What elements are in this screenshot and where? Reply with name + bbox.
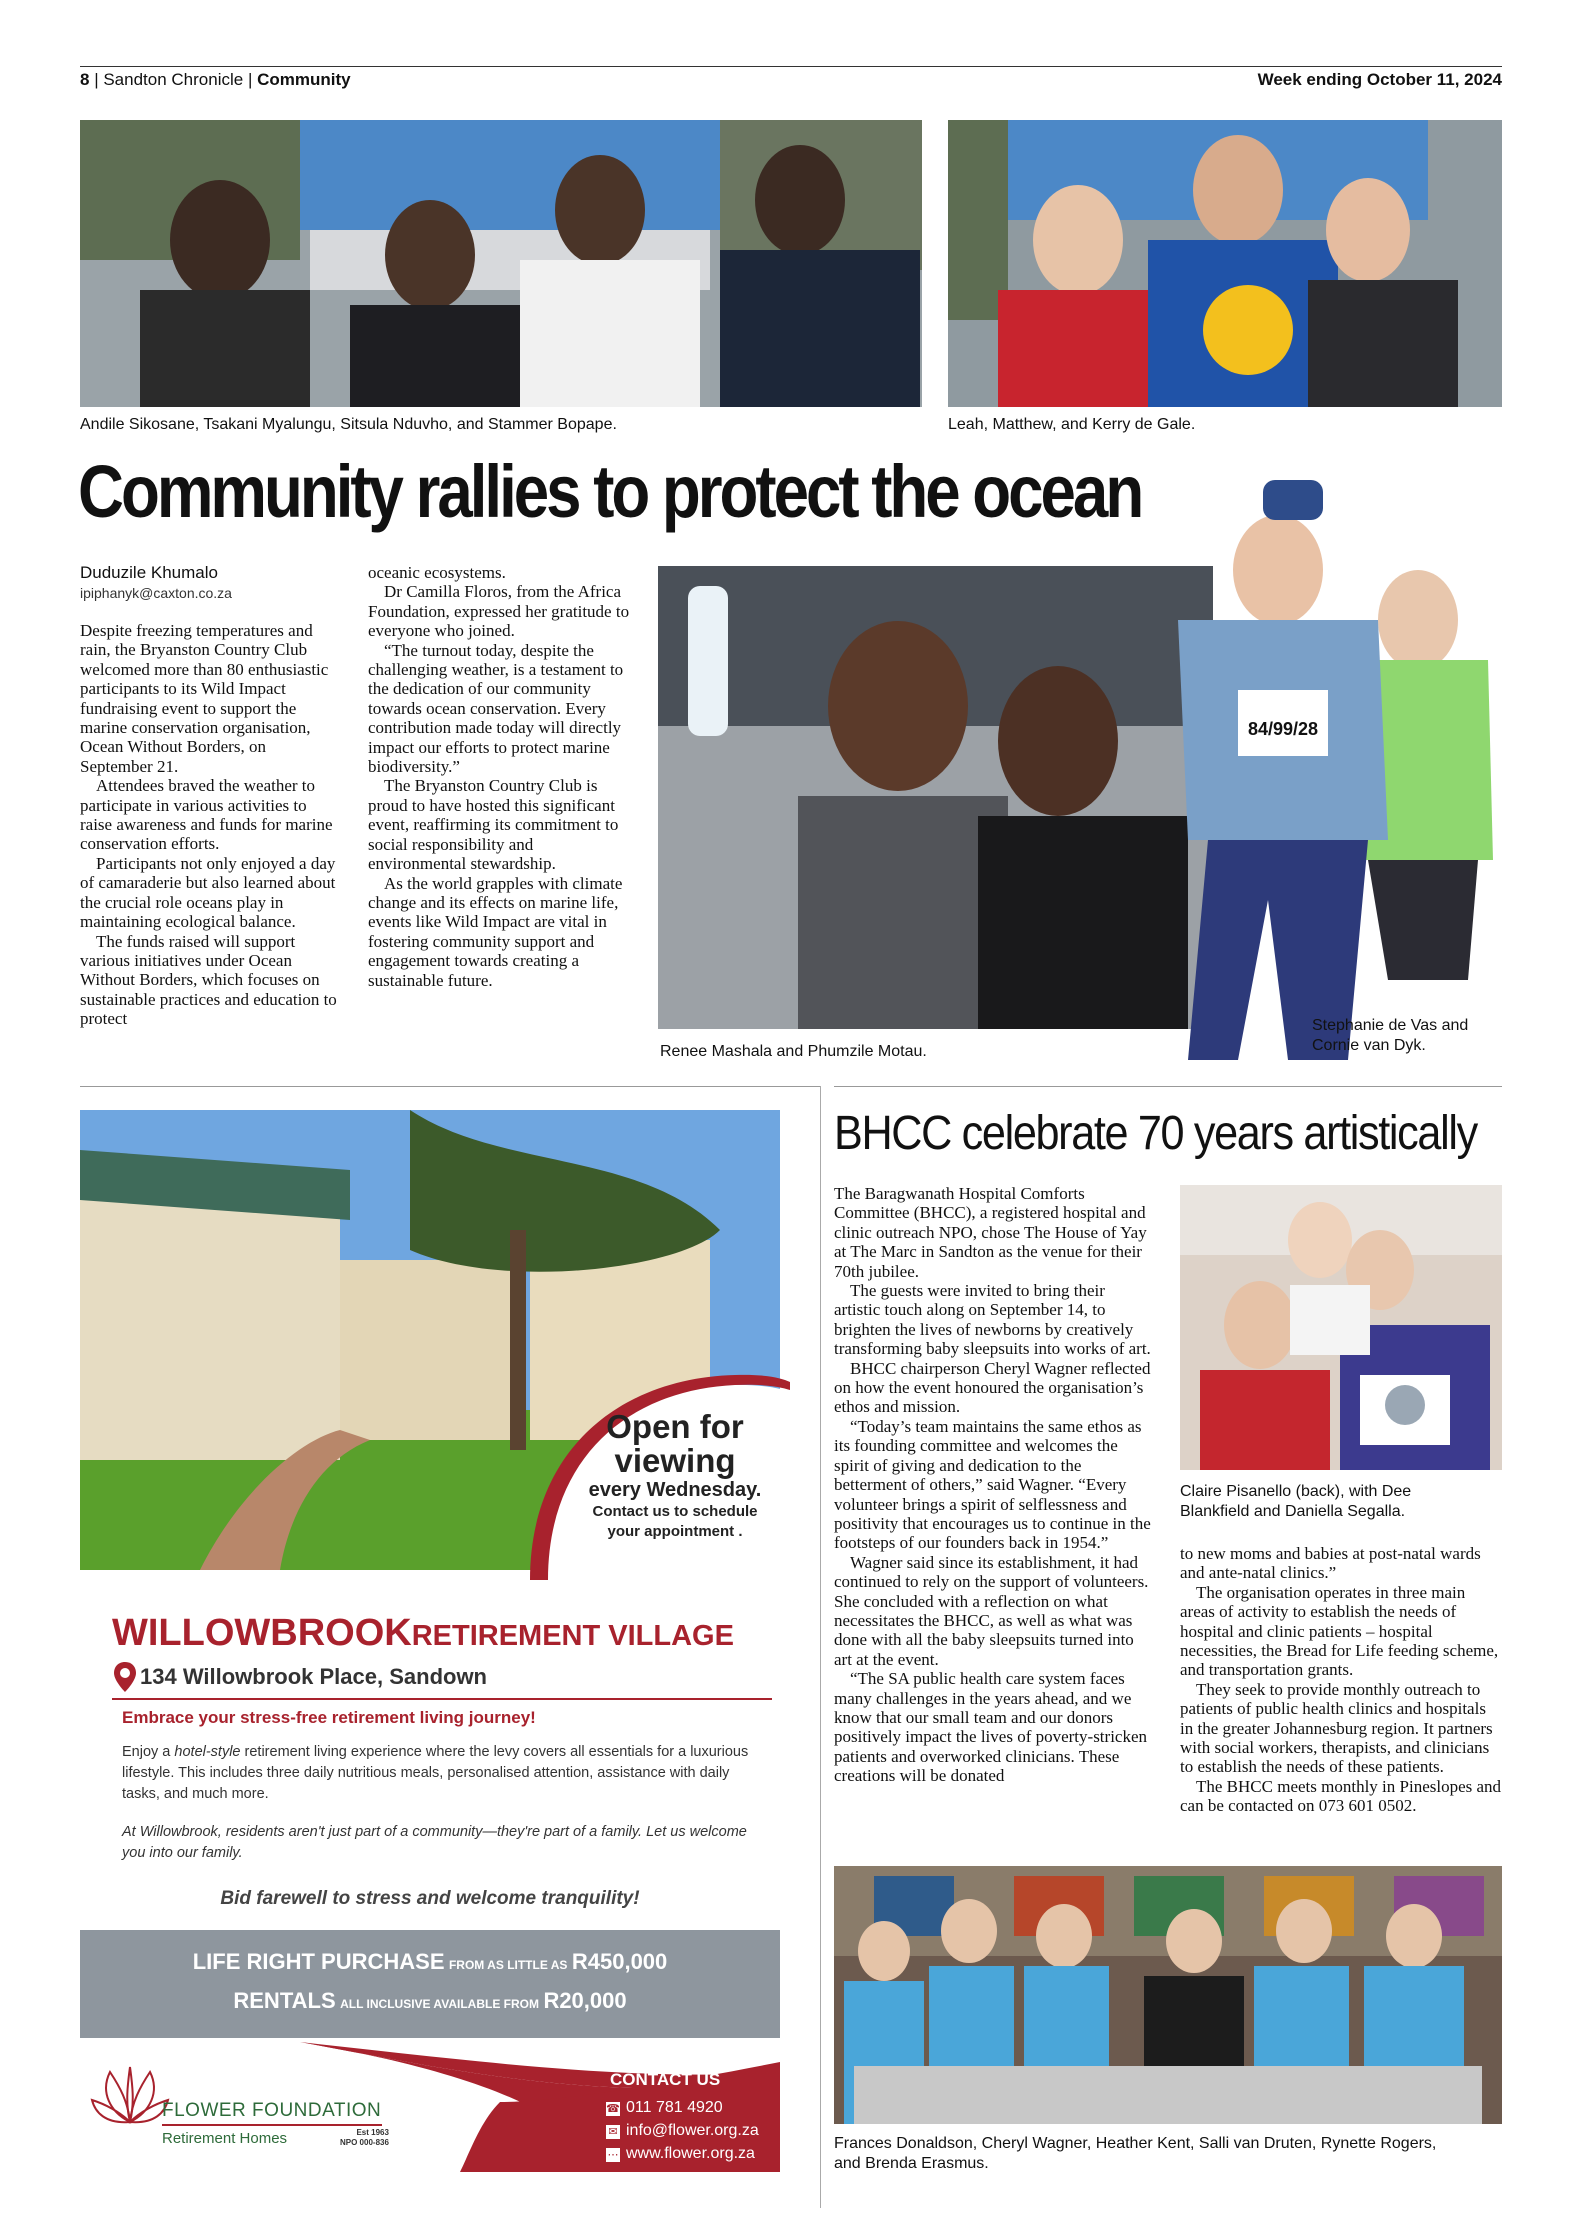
caption-photo-mashala-motau: Renee Mashala and Phumzile Motau. bbox=[660, 1043, 927, 1060]
ad-contact-line1: Contact us to schedule bbox=[592, 1503, 758, 1520]
story1-paragraph: The funds raised will support various initiatives under Ocean Without Borders, which focuses on sustainable practices and education to protect bbox=[80, 931, 337, 1029]
caption-photo-runners: Stephanie de Vas and Cornie van Dyk. bbox=[1312, 1017, 1469, 1054]
photo-four-participants bbox=[80, 120, 922, 407]
ad-price-line2: RENTALS ALL INCLUSIVE AVAILABLE FROM R20,000 bbox=[233, 1988, 627, 2013]
story1-column1 bbox=[80, 621, 342, 1029]
story2-paragraph: The BHCC meets monthly in Pineslopes and can be contacted on 073 601 0502. bbox=[1180, 1776, 1502, 1816]
ad-brand: WILLOWBROOKRETIREMENT VILLAGE bbox=[112, 1612, 734, 1654]
story1-author: Duduzile Khumalo bbox=[80, 563, 218, 582]
story1-paragraph: Attendees braved the weather to participate in various activities to raise awareness and funds for marine conservation efforts. bbox=[80, 776, 333, 854]
story2-headline: BHCC celebrate 70 years artistically bbox=[834, 1107, 1477, 1160]
ad-address: 134 Willowbrook Place, Sandown bbox=[140, 1664, 487, 1689]
photo-mashala-motau bbox=[658, 566, 1213, 1029]
story2-column2 bbox=[1180, 1544, 1502, 1816]
section-rule-right bbox=[834, 1086, 1502, 1087]
ad-tagline: Embrace your stress-free retirement living journey! bbox=[122, 1708, 536, 1727]
header-date: Week ending October 11, 2024 bbox=[1257, 70, 1502, 89]
caption-photo-bhcc-volunteers: Frances Donaldson, Cheryl Wagner, Heather Kent, Salli van Druten, Rynette Rogers, and Brenda Erasmus. bbox=[834, 2135, 1437, 2172]
logo-name: FLOWER FOUNDATION bbox=[162, 2100, 382, 2121]
story1-paragraph: As the world grapples with climate change and its effects on marine life, events like Wild Impact are vital in fostering community support and engagement towards creating a sustainable future. bbox=[368, 873, 623, 990]
story2-paragraph: BHCC chairperson Cheryl Wagner reflected on how the event honoured the organisation’s ethos and mission. bbox=[834, 1358, 1151, 1417]
ad-footer bbox=[80, 2042, 780, 2172]
story1-column2 bbox=[368, 563, 630, 990]
photo-runners bbox=[1148, 420, 1502, 1085]
caption-photo-four-participants: Andile Sikosane, Tsakani Myalungu, Sitsula Nduvho, and Stammer Bopape. bbox=[80, 416, 617, 433]
ad-open-line1: Open for bbox=[606, 1408, 744, 1445]
story2-paragraph: The organisation operates in three main areas of activity to establish the needs of hospital and clinic patients – hospital necessities, the Bread for Life feeding scheme, and transportation grants. bbox=[1180, 1582, 1499, 1680]
column-divider bbox=[820, 1086, 821, 2208]
ad-price-line1: LIFE RIGHT PURCHASE FROM AS LITTLE AS R450,000 bbox=[192, 1949, 668, 1974]
section-rule-left bbox=[80, 1086, 820, 1087]
ad-price-bar bbox=[80, 1930, 780, 2038]
story2-paragraph: The Baragwanath Hospital Comforts Committee (BHCC), a registered hospital and clinic outreach NPO, chose The House of Yay at The Marc in Sandton as the venue for their 70th jubilee. bbox=[834, 1184, 1147, 1281]
contact-web[interactable]: ⋯ www.flower.org.za bbox=[607, 2145, 755, 2162]
photo-bhcc-sleepsuits bbox=[1180, 1185, 1502, 1470]
ad-farewell: Bid farewell to stress and welcome tranquility! bbox=[220, 1888, 640, 1909]
story1-paragraph: “The turnout today, despite the challenging weather, is a testament to the dedication of our community towards ocean conservation. Every contribution made today will directly impact our efforts to protect marine biodiversity.” bbox=[368, 640, 624, 777]
flower-logo-icon bbox=[90, 2062, 170, 2132]
logo-est: Est 1963 NPO 000-836 bbox=[340, 2128, 389, 2147]
story2-column1 bbox=[834, 1184, 1154, 1786]
story2-paragraph: The guests were invited to bring their artistic touch along on September 14, to brighten the lives of newborns by creatively transforming baby sleepsuits into works of art. bbox=[834, 1281, 1151, 1359]
contact-list bbox=[606, 2096, 759, 2165]
logo-rule bbox=[162, 2124, 382, 2126]
story2-paragraph: to new moms and babies at post-natal wards and ante-natal clinics.” bbox=[1180, 1544, 1481, 1583]
contact-email[interactable]: ✉ info@flower.org.za bbox=[606, 2119, 759, 2142]
story2-paragraph: Wagner said since its establishment, it had continued to rely on the support of volunteers. She concluded with a reflection on what necessitates the BHCC, as well as what was done with all the baby sleepsuits turned into art at the event. bbox=[834, 1552, 1149, 1669]
story1-headline: Community rallies to protect the ocean bbox=[78, 450, 1142, 533]
ad-rule bbox=[112, 1698, 772, 1700]
caption-photo-de-gale-family: Leah, Matthew, and Kerry de Gale. bbox=[948, 416, 1196, 433]
globe-icon: ⋯ bbox=[607, 2149, 619, 2161]
location-pin-icon bbox=[114, 1662, 136, 1692]
story1-paragraph: Participants not only enjoyed a day of camaraderie but also learned about the crucial role oceans play in maintaining ecological balance. bbox=[80, 853, 336, 932]
ad-open-badge bbox=[520, 1370, 790, 1580]
story1-author-email: ipiphanyk@caxton.co.za bbox=[80, 585, 232, 601]
header-rule bbox=[80, 66, 1502, 67]
story1-paragraph: Dr Camilla Floros, from the Africa Foundation, expressed her gratitude to everyone who joined. bbox=[368, 582, 630, 641]
race-bib-number: 84/99/28 bbox=[1247, 719, 1319, 739]
ad-open-line3: every Wednesday. bbox=[588, 1479, 762, 1501]
mail-icon: ✉ bbox=[606, 2125, 620, 2139]
phone-icon: ☎ bbox=[606, 2103, 620, 2115]
story2-paragraph: “Today’s team maintains the same ethos as its founding committee and welcomes the spirit of giving and dedication to the betterment of others,” said Wagner. “Every volunteer brings a spirit of selflessness and positivity that encourages us to continue in the footsteps of our founders back in 1954.” bbox=[834, 1416, 1151, 1553]
contact-phone[interactable]: ☎ 011 781 4920 bbox=[606, 2099, 723, 2116]
logo-sub: Retirement Homes bbox=[162, 2130, 288, 2147]
caption-photo-bhcc-sleepsuits: Claire Pisanello (back), with Dee Blankfield and Daniella Segalla. bbox=[1180, 1483, 1412, 1520]
story1-paragraph: oceanic ecosystems. bbox=[368, 563, 506, 582]
photo-bhcc-volunteers bbox=[834, 1866, 1502, 2124]
ad-contact-line2: your appointment . bbox=[607, 1523, 743, 1540]
ad-body1: Enjoy a hotel-style retirement living experience where the levy covers all essentials for a luxurious lifestyle. This includes three daily nutritious meals, personalised attention, assistance with daily tasks, and much more. bbox=[122, 1744, 749, 1802]
header-left: 8 | Sandton Chronicle | Community bbox=[80, 70, 351, 89]
contact-title: CONTACT US bbox=[610, 2070, 721, 2089]
ad-body2: At Willowbrook, residents aren't just part of a community—they're part of a family. Let us welcome you into our family. bbox=[122, 1824, 747, 1861]
story1-paragraph: Despite freezing temperatures and rain, the Bryanston Country Club welcomed more than 80 enthusiastic participants to its Wild Impact fundraising event to support the marine conservation organisation, Ocean Without Borders, on September 21. bbox=[80, 621, 329, 776]
story2-paragraph: “The SA public health care system faces many challenges in the years ahead, and we know that our small team and our donors positively impact the lives of poverty-stricken patients and overworked clinicians. These creations will be donated bbox=[834, 1669, 1148, 1786]
photo-de-gale-family bbox=[948, 120, 1502, 407]
story2-paragraph: They seek to provide monthly outreach to patients of public health clinics and hospitals in the greater Johannesburg region. It partners with social workers, therapists, and clinicians to establish the needs of these patients. bbox=[1180, 1679, 1493, 1777]
ad-open-line2: viewing bbox=[614, 1442, 736, 1479]
story1-paragraph: The Bryanston Country Club is proud to have hosted this significant event, reaffirming its commitment to social responsibility and environmental stewardship. bbox=[368, 776, 619, 874]
